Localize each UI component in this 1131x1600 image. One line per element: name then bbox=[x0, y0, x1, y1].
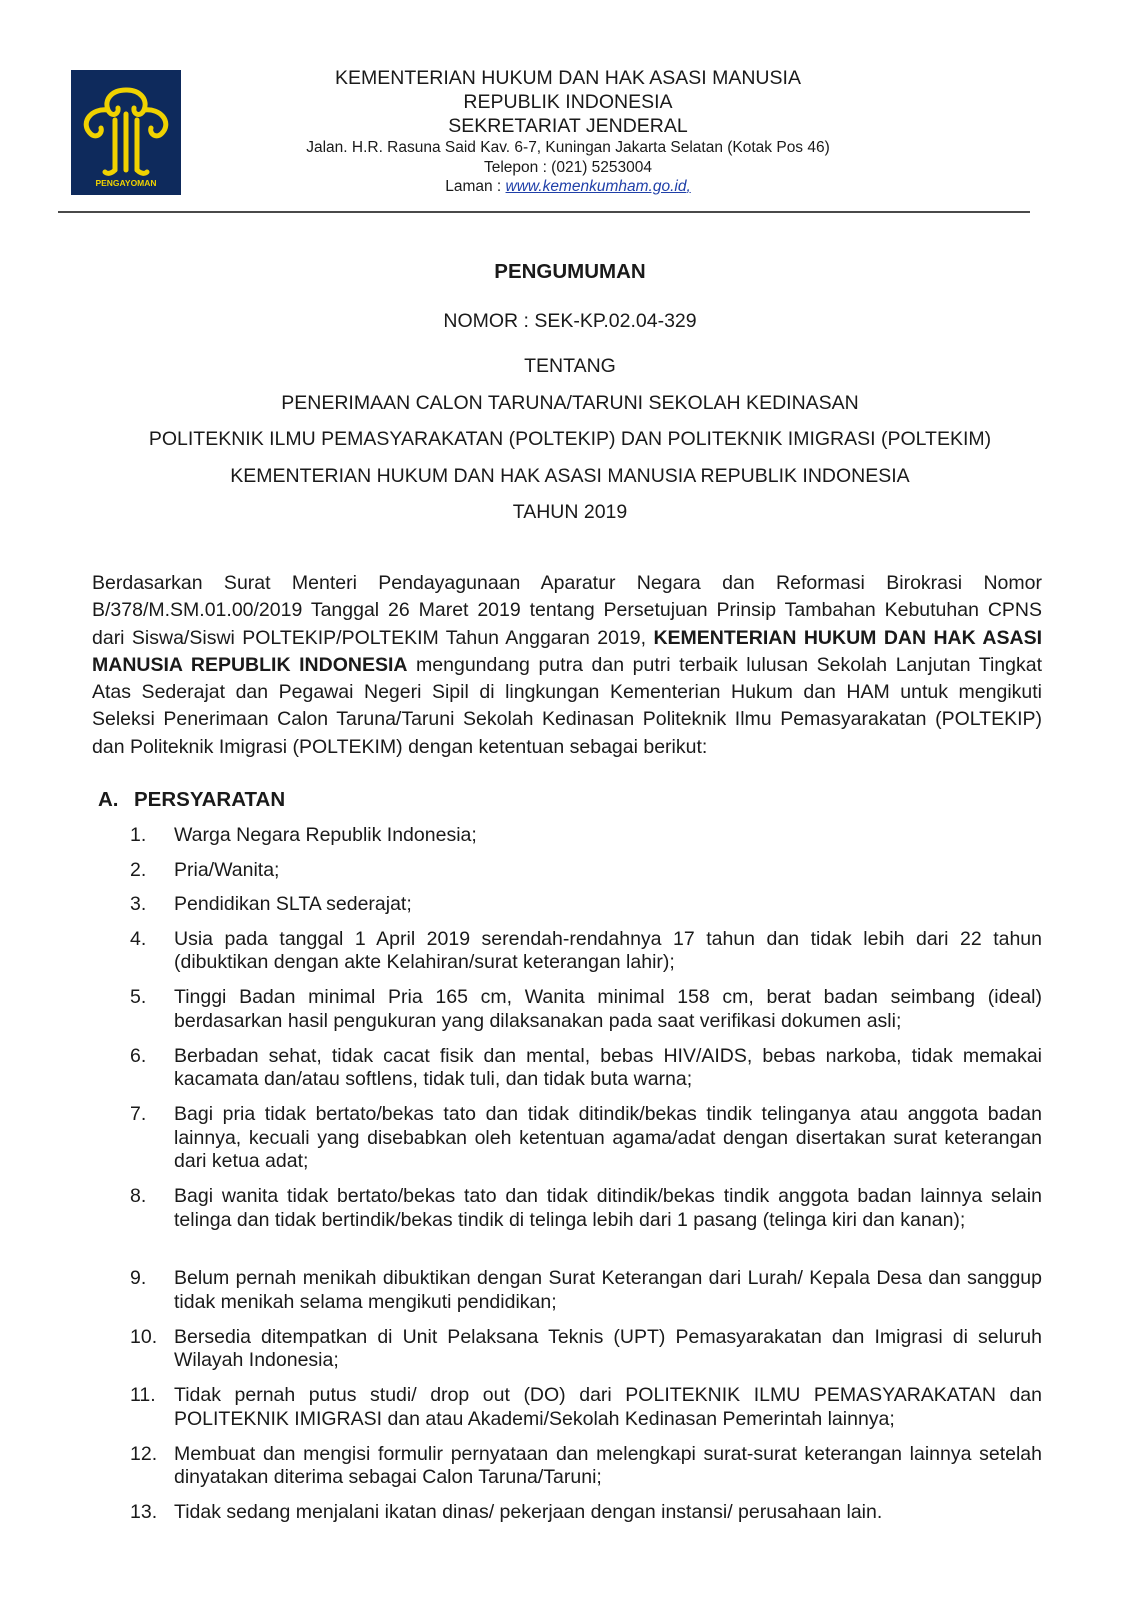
requirement-text: Membuat dan mengisi formulir pernyataan dan melengkapi surat-surat keterangan lainnya setelah dinyatakan diterima sebagai Calon Taruna/Taruni; bbox=[174, 1442, 1042, 1488]
requirement-item bbox=[130, 928, 1042, 987]
requirement-number: 5. bbox=[130, 986, 147, 1008]
requirement-text: Bersedia ditempatkan di Unit Pelaksana Teknis (UPT) Pemasyarakatan dan Imigrasi di seluruh Wilayah Indonesia; bbox=[174, 1325, 1042, 1371]
requirement-text: Bagi wanita tidak bertato/bekas tato dan tidak ditindik/bekas tindik anggota badan lainnya selain telinga dan tidak bertindik/bekas tindik di telinga lebih dari 1 pasang (telinga kiri dan kanan); bbox=[174, 1185, 1042, 1231]
requirement-number: 10. bbox=[130, 1325, 158, 1348]
letterhead bbox=[200, 66, 936, 197]
requirement-number: 3. bbox=[130, 893, 147, 915]
website-label: Laman : bbox=[445, 178, 506, 195]
subject-line: KEMENTERIAN HUKUM DAN HAK ASASI MANUSIA REPUBLIK INDONESIA bbox=[230, 464, 910, 487]
requirement-text: Bagi pria tidak bertato/bekas tato dan tidak ditindik/bekas tindik telinganya atau anggota badan lainnya, kecuali yang disebabkan oleh ketentuan agama/adat dengan disertakan surat keterangan dari ketua adat; bbox=[174, 1103, 1042, 1172]
requirements-list bbox=[130, 824, 1042, 1536]
intro-paragraph bbox=[92, 570, 1042, 761]
document-subject bbox=[0, 355, 1131, 538]
requirement-number: 9. bbox=[130, 1267, 147, 1289]
office-phone: Telepon : (021) 5253004 bbox=[483, 158, 653, 176]
requirement-item bbox=[130, 1185, 1042, 1267]
requirement-number: 2. bbox=[130, 858, 147, 881]
document-number: NOMOR : SEK-KP.02.04-329 bbox=[443, 310, 697, 332]
requirement-item bbox=[130, 1443, 1042, 1502]
intro-text: Berdasarkan Surat Menteri Pendayagunaan Aparatur Negara dan Reformasi Birokrasi Nomor B/378/M.SM.01.00/2019 Tanggal 26 Maret 2019 tentang Persetujuan Prinsip Tambahan Kebutuhan CPNS dari Siswa/Siswi POLTEKIP/POLTEKIM Tahun Anggaran 2019, bbox=[92, 572, 1042, 649]
section-heading bbox=[98, 788, 285, 812]
office-name: SEKRETARIAT JENDERAL bbox=[448, 115, 688, 137]
requirement-item bbox=[130, 1045, 1042, 1104]
document-title: PENGUMUMAN bbox=[494, 260, 646, 283]
requirement-text: Berbadan sehat, tidak cacat fisik dan mental, bebas HIV/AIDS, bebas narkoba, tidak memakai kacamata dan/atau softlens, tidak tuli, dan tidak buta warna; bbox=[174, 1044, 1042, 1090]
requirement-number: 13. bbox=[130, 1501, 158, 1523]
requirement-number: 11. bbox=[130, 1384, 156, 1406]
requirement-item bbox=[130, 1103, 1042, 1185]
requirement-item bbox=[130, 893, 1042, 928]
requirement-item bbox=[130, 1326, 1042, 1385]
requirement-item bbox=[130, 1501, 1042, 1536]
logo-caption: PENGAYOMAN bbox=[95, 178, 157, 188]
ministry-logo bbox=[71, 70, 181, 195]
country-name: REPUBLIK INDONESIA bbox=[463, 91, 673, 113]
subject-line: POLITEKNIK ILMU PEMASYARAKATAN (POLTEKIP) DAN POLITEKNIK IMIGRASI (POLTEKIM) bbox=[148, 428, 992, 450]
requirement-number: 4. bbox=[130, 927, 147, 950]
requirement-number: 1. bbox=[130, 824, 147, 846]
subject-line: TENTANG bbox=[524, 355, 616, 377]
requirement-item bbox=[130, 859, 1042, 894]
website-link[interactable]: www.kemenkumham.go.id bbox=[505, 178, 687, 195]
requirement-text: Belum pernah menikah dibuktikan dengan Surat Keterangan dari Lurah/ Kepala Desa dan sanggup tidak menikah selama mengikuti pendidikan; bbox=[174, 1267, 1042, 1313]
requirement-number: 6. bbox=[130, 1044, 147, 1067]
intro-text: mengundang putra dan putri terbaik lulusan Sekolah Lanjutan Tingkat Atas Sederajat dan Pegawai Negeri Sipil di lingkungan Kementerian Hukum dan HAM untuk mengikuti Seleksi Penerimaan Calon Taruna/Taruni Sekolah Kedinasan Politeknik Ilmu Pemasyarakatan (POLTEKIP) dan Politeknik Imigrasi (POLTEKIM) dengan ketentuan sebagai berikut: bbox=[92, 653, 1042, 758]
requirement-text: Pria/Wanita; bbox=[174, 858, 280, 881]
requirement-text: Usia pada tanggal 1 April 2019 serendah-rendahnya 17 tahun dan tidak lebih dari 22 tahun (dibuktikan dengan akte Kelahiran/surat keterangan lahir); bbox=[174, 927, 1042, 973]
subject-line: TAHUN 2019 bbox=[512, 501, 628, 523]
office-address: Jalan. H.R. Rasuna Said Kav. 6-7, Kuningan Jakarta Selatan (Kotak Pos 46) bbox=[306, 139, 830, 156]
requirement-item bbox=[130, 986, 1042, 1045]
pengayoman-emblem-icon bbox=[71, 70, 181, 195]
requirement-number: 12. bbox=[130, 1442, 158, 1465]
letterhead-divider bbox=[58, 211, 1030, 213]
requirement-item bbox=[130, 1384, 1042, 1443]
website-suffix: , bbox=[686, 178, 691, 195]
office-website bbox=[200, 177, 936, 197]
requirement-item bbox=[130, 1267, 1042, 1326]
section-letter: A. bbox=[98, 788, 119, 811]
intro-bold-text: KEMENTERIAN HUKUM DAN HAK ASASI MANUSIA REPUBLIK INDONESIA bbox=[92, 626, 1042, 676]
requirement-text: Tidak pernah putus studi/ drop out (DO) dari POLITEKNIK ILMU PEMASYARAKATAN dan POLITEKNIK IMIGRASI dan atau Akademi/Sekolah Kedinasan Pemerintah lainnya; bbox=[174, 1384, 1042, 1430]
requirement-item bbox=[130, 824, 1042, 859]
subject-line: PENERIMAAN CALON TARUNA/TARUNI SEKOLAH KEDINASAN bbox=[281, 391, 859, 414]
requirement-number: 8. bbox=[130, 1185, 147, 1207]
requirement-number: 7. bbox=[130, 1103, 147, 1125]
requirement-text: Tinggi Badan minimal Pria 165 cm, Wanita minimal 158 cm, berat badan seimbang (ideal) berdasarkan hasil pengukuran yang dilaksanakan pada saat verifikasi dokumen asli; bbox=[174, 986, 1042, 1032]
requirement-text: Pendidikan SLTA sederajat; bbox=[174, 893, 412, 915]
section-title: PERSYARATAN bbox=[134, 788, 286, 811]
requirement-text: Tidak sedang menjalani ikatan dinas/ pekerjaan dengan instansi/ perusahaan lain. bbox=[174, 1501, 883, 1523]
ministry-name: KEMENTERIAN HUKUM DAN HAK ASASI MANUSIA bbox=[335, 67, 801, 89]
requirement-text: Warga Negara Republik Indonesia; bbox=[174, 824, 477, 846]
